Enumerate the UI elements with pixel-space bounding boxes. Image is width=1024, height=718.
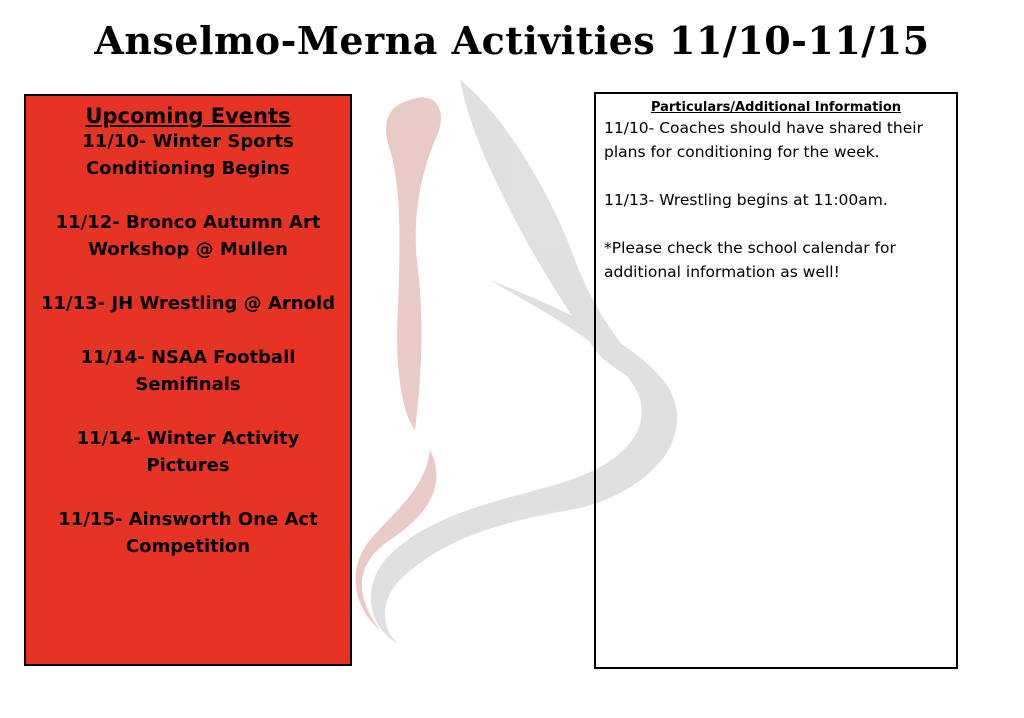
- event-item: 11/13- JH Wrestling @ Arnold: [41, 293, 335, 314]
- additional-info-panel: [594, 92, 958, 669]
- event-item: 11/15- Ainsworth One Act Competition: [58, 509, 318, 557]
- info-item: *Please check the school calendar for additional information as well!: [604, 239, 896, 281]
- event-item: 11/10- Winter Sports Conditioning Begins: [82, 131, 294, 179]
- upcoming-events-heading: Upcoming Events: [85, 104, 291, 128]
- event-item: 11/14- NSAA Football Semifinals: [80, 347, 296, 395]
- additional-info-heading: Particulars/Additional Information: [650, 100, 902, 115]
- info-item: 11/10- Coaches should have shared their plans for conditioning for the week.: [604, 119, 923, 161]
- info-item: 11/13- Wrestling begins at 11:00am.: [604, 191, 888, 209]
- page-title: Anselmo-Merna Activities 11/10-11/15: [94, 18, 930, 63]
- upcoming-events-panel: [24, 94, 352, 666]
- event-item: 11/14- Winter Activity Pictures: [76, 428, 300, 476]
- event-item: 11/12- Bronco Autumn Art Workshop @ Mullen: [55, 212, 321, 260]
